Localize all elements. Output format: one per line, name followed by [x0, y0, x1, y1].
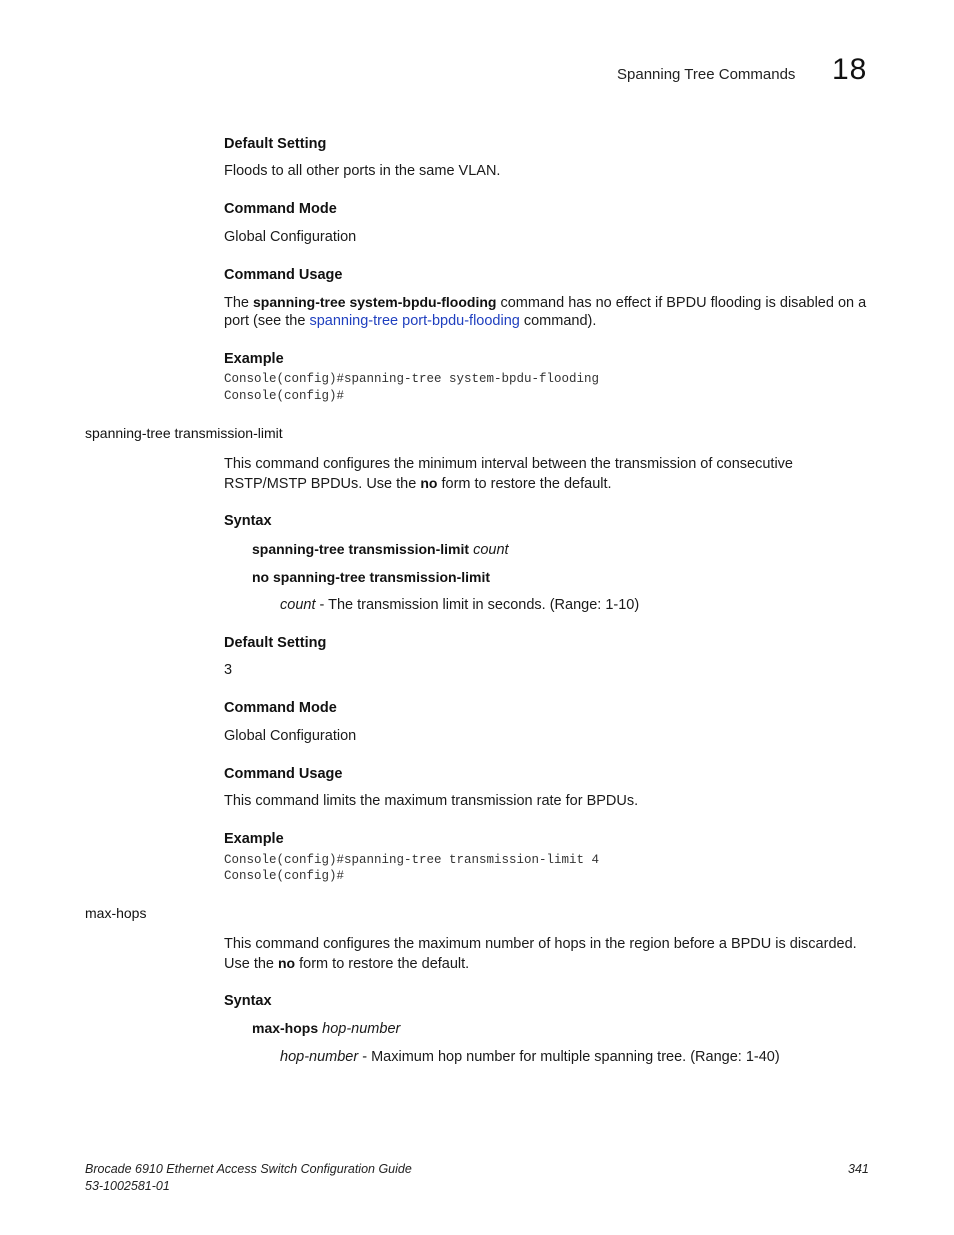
parameter-text: - The transmission limit in seconds. (Range: 1-10): [315, 597, 640, 613]
syntax-line-3: [252, 1020, 400, 1037]
example-heading: Example: [224, 351, 284, 367]
desc-start: RSTP/MSTP BPDUs. Use the: [224, 476, 421, 492]
syntax-heading-3: Syntax: [224, 993, 272, 1009]
section-title-max-hops: max-hops: [85, 905, 147, 921]
default-setting-heading-2: Default Setting: [224, 635, 327, 651]
tx-limit-description-line-1: This command configures the minimum interval between the transmission of consecutive: [224, 456, 793, 472]
chapter-number: 18: [832, 53, 868, 86]
usage-command-name: spanning-tree system-bpdu-flooding: [253, 294, 497, 310]
syntax-command: spanning-tree transmission-limit: [252, 541, 470, 557]
max-hops-description-line-1: This command configures the maximum number of hops in the region before a BPDU is discarded.: [224, 936, 857, 952]
tx-limit-description-line-2: [224, 475, 612, 492]
syntax-command-3: max-hops: [252, 1020, 319, 1036]
no-keyword-3: no: [278, 955, 296, 971]
syntax-parameter: count: [473, 542, 509, 558]
desc-start-3: Use the: [224, 956, 278, 972]
default-setting-value: 3: [224, 662, 233, 678]
command-usage-heading: Command Usage: [224, 267, 343, 283]
footer-guide-title: Brocade 6910 Ethernet Access Switch Configuration Guide: [85, 1162, 412, 1176]
syntax-parameter-3: hop-number: [322, 1021, 401, 1037]
footer-doc-number: 53-1002581-01: [85, 1179, 170, 1193]
code-line-1: Console(config)#spanning-tree system-bpdu-flooding: [224, 372, 600, 386]
desc-end-3: form to restore the default.: [295, 956, 470, 972]
usage-text-end: command has no effect if BPDU flooding is disabled on a: [496, 295, 867, 311]
default-setting-heading: Default Setting: [224, 136, 327, 152]
usage-text-start: The: [224, 295, 254, 311]
usage-text-end-2: command).: [519, 313, 597, 329]
parameter-description-3: [280, 1049, 780, 1065]
parameter-name: count: [280, 597, 316, 613]
footer-page-number: 341: [848, 1162, 869, 1176]
command-usage-text-2: This command limits the maximum transmission rate for BPDUs.: [224, 793, 639, 809]
port-bpdu-flooding-link[interactable]: spanning-tree port-bpdu-flooding: [309, 313, 520, 329]
command-usage-heading-2: Command Usage: [224, 766, 343, 782]
usage-text-start-2: port (see the: [224, 313, 310, 329]
syntax-no-command: no spanning-tree transmission-limit: [252, 569, 491, 585]
command-mode-text: Global Configuration: [224, 229, 357, 245]
desc-end: form to restore the default.: [437, 476, 612, 492]
example-heading-2: Example: [224, 831, 284, 847]
parameter-description: [280, 597, 639, 613]
command-mode-heading-2: Command Mode: [224, 700, 337, 716]
default-setting-text: Floods to all other ports in the same VLAN.: [224, 163, 501, 179]
command-mode-heading: Command Mode: [224, 201, 337, 217]
parameter-name-3: hop-number: [280, 1049, 359, 1065]
command-usage-line-2: [224, 313, 596, 329]
syntax-line: [252, 541, 509, 558]
no-keyword: no: [420, 475, 438, 491]
chapter-title: Spanning Tree Commands: [617, 66, 796, 83]
command-mode-text-2: Global Configuration: [224, 728, 357, 744]
command-usage-line-1: [224, 294, 866, 311]
max-hops-description-line-2: [224, 955, 469, 972]
code-line-4: Console(config)#: [224, 869, 345, 883]
section-title-transmission-limit: spanning-tree transmission-limit: [85, 425, 283, 441]
syntax-heading: Syntax: [224, 513, 272, 529]
code-line-2: Console(config)#: [224, 389, 345, 403]
parameter-text-3: - Maximum hop number for multiple spanning tree. (Range: 1-40): [358, 1049, 780, 1065]
code-line-3: Console(config)#spanning-tree transmission-limit 4: [224, 853, 600, 867]
